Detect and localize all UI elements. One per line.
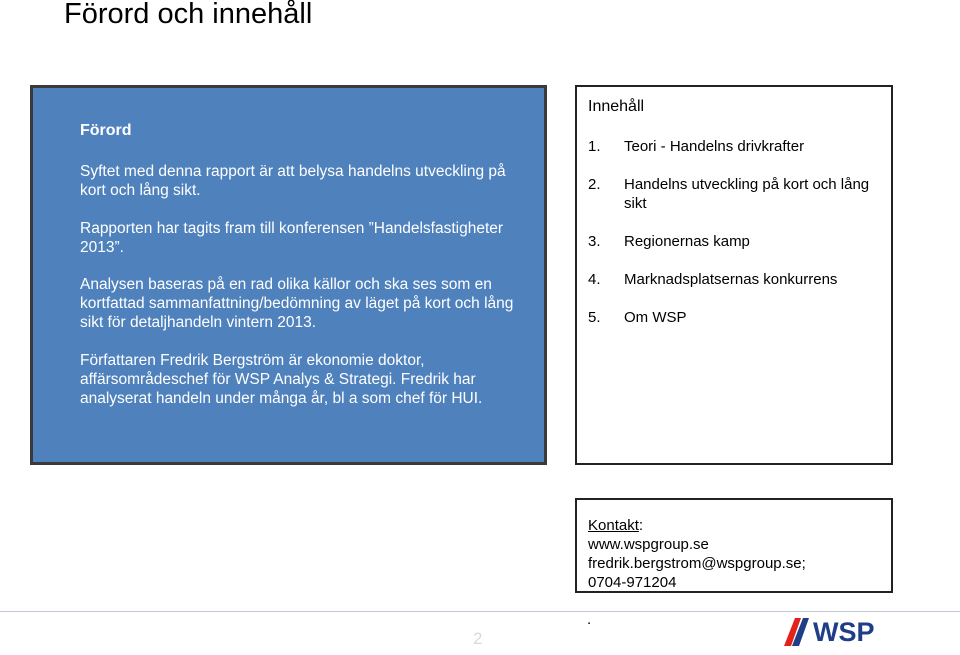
toc-item-number: 2. [588, 176, 601, 193]
page-title: Förord och innehåll [64, 0, 313, 30]
contact-label: Kontakt [588, 517, 639, 534]
foreword-paragraph-conference: Rapporten har tagits fram till konferensen ”Handelsfastigheter 2013”. [80, 220, 504, 256]
footer-dot: . [587, 611, 592, 628]
toc-item-label: Teori - Handelns drivkrafter [624, 138, 805, 155]
toc-item-label: Regionernas kamp [624, 233, 750, 250]
toc-item[interactable] [588, 270, 878, 289]
table-of-contents [575, 85, 893, 465]
contact-colon: : [638, 517, 644, 534]
toc-item[interactable] [588, 175, 878, 213]
wsp-logo [782, 612, 880, 650]
foreword-panel [30, 85, 547, 465]
foreword-heading: Förord [80, 122, 132, 139]
toc-heading: Innehåll [588, 98, 645, 115]
contact-phone: 0704-971204 [588, 574, 677, 591]
toc-item[interactable] [588, 232, 878, 251]
contact-heading [588, 516, 891, 535]
toc-item-number: 3. [588, 233, 601, 250]
foreword-paragraph-purpose: Syftet med denna rapport är att belysa handelns utveckling på kort och lång sikt. [80, 163, 506, 199]
toc-item-label: Handelns utveckling på kort och lång sikt [624, 176, 870, 212]
contact-email-link[interactable]: fredrik.bergstrom@wspgroup.se; [588, 555, 806, 572]
toc-item-label: Om WSP [624, 309, 687, 326]
toc-item-number: 1. [588, 138, 601, 155]
wsp-logo-text: WSP [813, 617, 875, 647]
contact-box [575, 498, 893, 593]
toc-item-number: 4. [588, 271, 601, 288]
foreword-paragraph-analysis: Analysen baseras på en rad olika källor och ska ses som en kortfattad sammanfattning/bedömning av läget på kort och lång sikt för detaljhandeln vintern 2013. [80, 276, 514, 331]
toc-item[interactable] [588, 137, 878, 156]
foreword-paragraph-author: Författaren Fredrik Bergström är ekonomie doktor, affärsområdeschef för WSP Analys & Strategi. Fredrik har analyserat handeln under många år, bl a som chef för HUI. [80, 352, 483, 407]
toc-item-label: Marknadsplatsernas konkurrens [624, 271, 838, 288]
toc-item-number: 5. [588, 309, 601, 326]
toc-item[interactable] [588, 308, 878, 327]
contact-website-link[interactable]: www.wspgroup.se [588, 536, 709, 553]
page-number: 2 [473, 629, 483, 648]
toc-list [588, 137, 878, 346]
